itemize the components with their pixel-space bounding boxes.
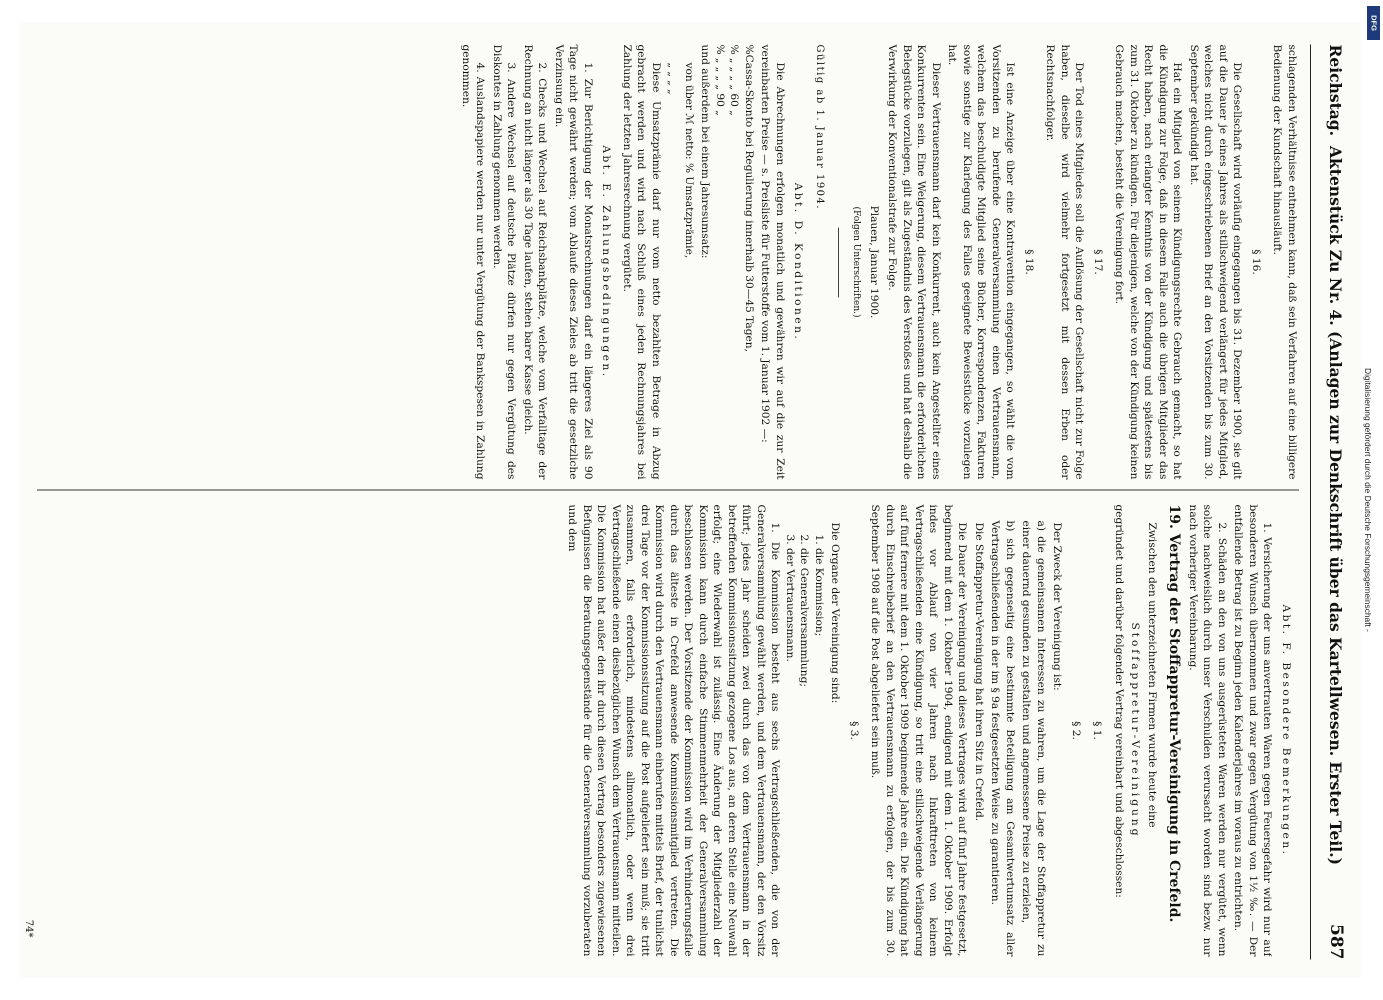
payment-term: 1. Zur Berichtigung der Monatsrechnungen darf ein längeres Ziel als 90 Tage nicht gewährt werden; vom Ablaufe dieses Zieles ab tritt die gesetzliche Verzinsung ein. — [553, 44, 594, 480]
left-column — [35, 45, 1299, 480]
section-16-paragraph-1: Die Gesellschaft wird vorläufig eingegangen bis 31. Dezember 1900, sie gilt auf die Dauer je eines Jahres als stillschweigend verlängert für jedes Mitglied, welches nicht durch eingeschriebenen Brief an den Vorsitzenden bis zum 30. September gekündigt hat. — [1188, 44, 1244, 480]
place-date: Plauen, Januar 1900. — [868, 205, 880, 319]
valid-from: Gültig ab 1. Januar 1904. — [814, 44, 825, 211]
section-3-intro: Die Organe der Vereinigung sind: — [829, 522, 842, 704]
section-18-paragraph-1: Ist eine Anzeige über eine Kontravention eingegangen, so wählt die vom Vorsitzenden zu berufende Generalversammlung einen Vertrauensmann, welchem das beschuldigte Mitglied seine Bücher, Korrespondenzen, Fakturen sowie sonstige zur Klarlegung des Falles geeignete Beweisstücke vorzulegen hat. — [946, 44, 1017, 480]
abt-e-heading: Abt. E. Zahlungsbedingungen. — [600, 145, 613, 379]
umsatz-line: von über ℳ netto: % Umsatzprämie, — [683, 62, 695, 259]
section-2-intro: Der Zweck der Vereinigung ist: — [1051, 522, 1064, 691]
association-name: Stoffappretur-Vereinigung — [1129, 622, 1142, 839]
column-divider — [37, 490, 1299, 491]
abt-d-heading: Abt. D. Konditionen. — [792, 182, 805, 342]
organs-list — [783, 505, 827, 957]
credit-text: Digitalisierung gefördert durch die Deutsche Forschungsgemeinschaft - — [1363, 368, 1373, 632]
payment-term: 3. Andere Wechsel auf deutsche Plätze dürfen nur gegen Vergütung des Diskontes in Zahlung genommen werden. — [491, 44, 518, 480]
duration-paragraph: Die Dauer der Vereinigung und dieses Vertrages wird auf fünf Jahre festgesetzt, beginnend mit dem 1. Oktober 1904, endigend mit dem 1. Oktober 1909. Erfolgt indes vor Ablauf von vier Jahren nach Inkrafttreten von keinem Vertragschließenden eine Kündigung, so tritt eine stillschweigende Verlängerung auf fünf fernere mit dem 1. Oktober 1909 beginnende Jahre ein. Die Kündigung hat durch Einschreibebrief an den Vertrauensmann zu erfolgen, der bis zum 30. September 1908 auf die Post abgeliefert sein muß. — [869, 504, 969, 957]
abt-d-paragraph: Die Abrechnungen erfolgen monatlich und gewähren wir auf die zur Zeit vereinbarten Preise — s. Preisliste für Futterstoffe vom 1. Januar 1902 —: — [759, 44, 786, 480]
intro-line-1: Zwischen den unterzeichneten Firmen wurde heute eine — [1146, 522, 1158, 828]
right-column — [35, 505, 1299, 957]
section-16-heading: § 16. — [1250, 249, 1262, 275]
purpose-item: a) die gemeinsamen Interessen zu wahren, um die Lage der Stoffappretur zu einer dauernd gesunden zu gestalten und angemessene Preise zu erzielen, — [1020, 520, 1047, 957]
rate-line: % „ „ „ „ 60 „ — [728, 44, 741, 116]
organ-item: 2. die Generalversammlung; — [798, 534, 811, 687]
commission-paragraph: 1. Die Kommission besteht aus sechs Vertragschließenden, die von der Generalversammlung gewählt werden, und dem Vertrauensmann, der den Vorsitz führt; jedes Jahr scheiden zwei durch das von dem Vertrauensmann in der betreffenden Kommissionssitzung gezogene Los aus, an deren Stelle eine Neuwahl erfolgt; eine Wiederwahl ist zulässig. Eine Änderung der Mitgliederzahl der Kommission kann durch einfache Stimmenmehrheit der Generalversammlung beschlossen werden. Der Vorsitzende der Kommission wird im Verhinderungsfalle durch das älteste in Crefeld anwesende Kommissionsmitglied vertreten. Die Kommission wird durch den Vertrauensmann einberufen mittels Brief, der tunlichst drei Tage vor der Kommissionssitzung auf die Post aufgeliefert sein muß; sie tritt zusammen, falls erforderlich, mindestens allmonatlich, oder wenn drei Vertragschließende einen diesbezüglichen Wunsch dem Vertrauensmann mitteilen. Die Kommission hat außer den ihr durch diesen Vertrag besonders zugewiesenen Befugnissen die Beratungsgegenstände für die Generalversammlung vorzuberaten und dem — [566, 504, 782, 957]
rate-line: %Cassa-Skonto bei Regulierung innerhalb 30—45 Tagen, — [743, 44, 755, 352]
section-16-paragraph-2: Hat ein Mitglied von seinem Kündigungsrechte Gebrauch gemacht, so hat die Kündigung zur Folge, daß in diesem Falle auch die übrigen Mitglieder das Recht haben, nach erlangter Kenntnis von der Kündigung und spätestens bis zum 31. Oktober zu kündigen. Für diejenigen, welche von der Kündigung keinen Gebrauch machen, besteht die Vereinigung fort. — [1113, 44, 1184, 480]
section-3-heading: § 3. — [848, 721, 860, 740]
rate-line: % „ „ „ „ 90 „ — [714, 44, 726, 116]
abt-f-heading: Abt. F. Besondere Bemerkungen. — [1280, 604, 1292, 857]
seat-paragraph: Die Stoffappretur-Vereinigung hat ihren Sitz in Crefeld. — [973, 522, 985, 822]
umsatz-dots: „ „ „ „ — [666, 62, 679, 95]
payment-term: 2. Checks und Wechsel auf Reichsbankplätze, welche vom Verfalltage der Rechnung an nicht länger als 30 Tage laufen, stehen barer Kasse gleich. — [522, 44, 549, 480]
section-17-heading: § 17. — [1092, 249, 1104, 275]
sheet-mark: 74* — [23, 919, 34, 938]
document-page — [21, 23, 1361, 978]
page-header — [1310, 45, 1361, 960]
opening-paragraph: schlagenden Verhältnisse entnehmen kann, daß sein Verfahren auf eine billigere Bedienung der Kundschaft hinausläuft. — [1271, 44, 1298, 480]
section-18-paragraph-2: Dieser Vertrauensmann darf kein Konkurrent, auch kein Angestellter eines Konkurrenten sein. Eine Weigerung, diesem Vertrauensmann die erforderlichen Belegstücke vorzulegen, gilt als Zugeständnis des Verstoßes und hat deshalb die Verwirkung der Konventionalstrafe zur Folge. — [886, 44, 942, 480]
discount-rates — [713, 45, 757, 480]
purpose-list — [988, 505, 1048, 957]
section-2-heading: § 2. — [1070, 721, 1082, 740]
organ-item: 1. die Kommission; — [813, 534, 825, 637]
section-1-heading: § 1. — [1091, 721, 1104, 740]
page-number: 587 — [1326, 924, 1346, 960]
organ-item: 3. der Vertrauensmann. — [784, 534, 796, 662]
abt-f-paragraph-1: 1. Versicherung der uns anvertrauten Waren gegen Feuersgefahr wird nur auf besonderen Wunsch übernommen und zwar gegen Vergütung von 1½ ‰. — Der entfallende Betrag ist zu Beginn jeden Kalenderjahres im voraus zu entrichten. — [1232, 504, 1274, 957]
intro-line-3: gegründet und darüber folgender Vertrag vereinbart und abgeschlossen: — [1113, 504, 1125, 898]
umsatz-intro: und außerdem bei einem Jahresumsatz: — [699, 44, 712, 259]
digitization-credit — [1359, 6, 1377, 994]
section-18-heading: § 18. — [1023, 249, 1035, 275]
abt-f-paragraph-2: 2. Schäden an den von uns ausgerüsteten Waren werden nur vergütet, wenn solche nachweislich durch unser Verschulden verursacht worden sind bezw. nur nach vorheriger Vereinbarung. — [1187, 504, 1228, 957]
section-17-paragraph: Der Tod eines Mitgliedes soll die Auflösung der Gesellschaft nicht zur Folge haben, dieselbe wird vielmehr fortgesetzt mit dessen Erben oder Rechtsnachfolger. — [1044, 44, 1086, 480]
payment-terms-list — [459, 45, 596, 480]
umsatz-paragraph: Diese Umsatzprämie darf nur vom netto bezahlten Betrage in Abzug gebracht werden und wird nach Schluß eines jeden Rechnungsjahres bei Zahlung der letzten Jahresrechnung vergütet. — [621, 44, 662, 480]
header-title: Aktenstück Zu Nr. 4. (Anlagen zur Denkschrift über das Kartellwesen. Erster Teil.) — [1326, 146, 1346, 865]
dfg-logo: DFG — [1367, 6, 1380, 40]
header-left: Reichstag. — [1326, 44, 1346, 137]
payment-term: 4. Auslandspapiere werden nur unter Vergütung der Bankspesen in Zahlung genommen. — [460, 44, 487, 480]
signatures-note: (Folgen Unterschriften.) — [851, 206, 862, 318]
purpose-item: b) sich gegenseitig eine bestimmte Beteiligung am Gesamtwertumsatz aller Vertragschließenden in der im § 9a festgesetzten Weise zu garantieren. — [989, 520, 1016, 957]
separator-rule — [838, 227, 839, 297]
contract-title: 19. Vertrag der Stoffappretur-Vereinigung in Crefeld. — [1166, 504, 1183, 923]
